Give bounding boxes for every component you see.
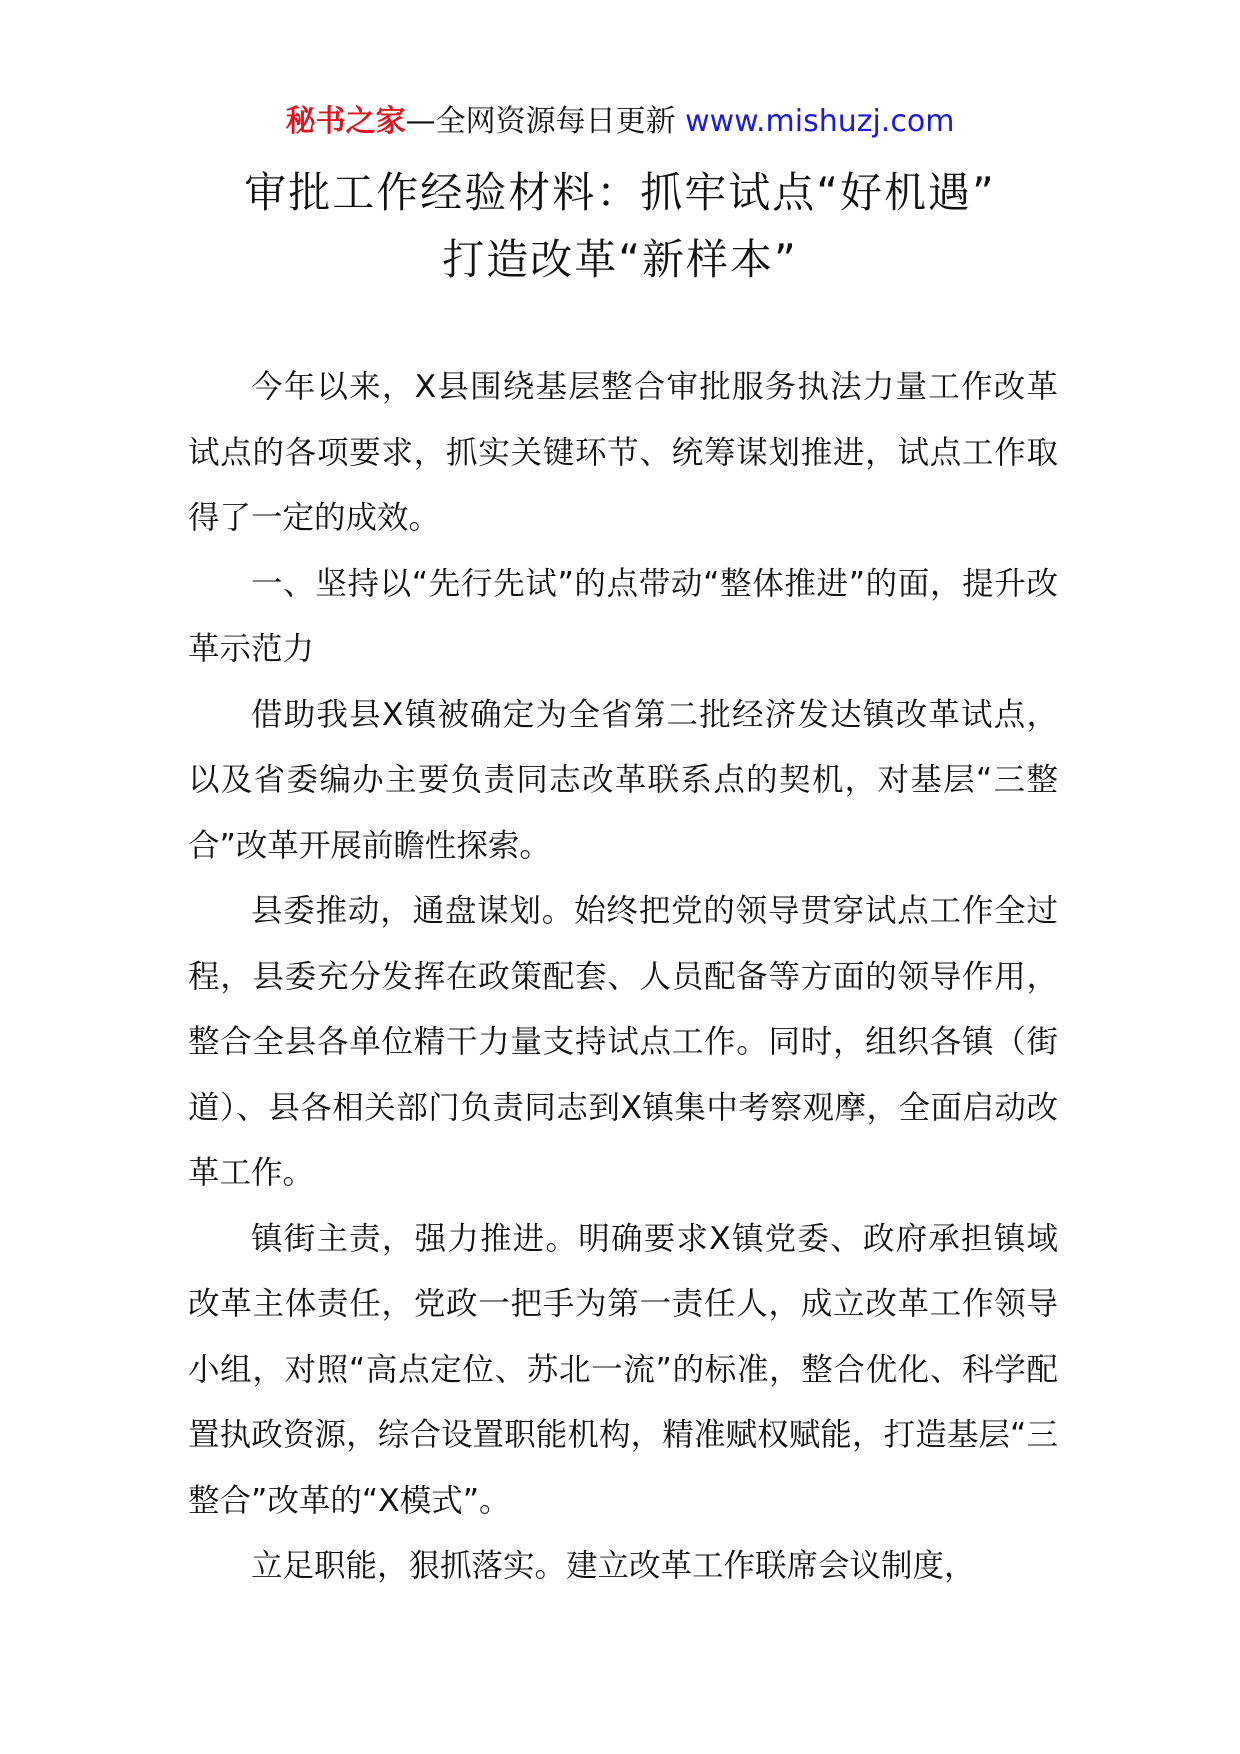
document-title-line-1: 审批工作经验材料：抓牢试点“好机遇” (244, 168, 996, 217)
document-title-line-2: 打造改革“新样本” (442, 235, 798, 284)
paragraph-intro: 今年以来，X县围绕基层整合审批服务执法力量工作改革试点的各项要求，抓实关键环节、统筹谋划推进，试点工作取得了一定的成效。 (188, 369, 1058, 536)
site-brand: 秘书之家 (285, 104, 406, 139)
site-url-link[interactable]: www.mishuzj.com (675, 104, 955, 139)
site-tagline: —全网资源每日更新 (405, 104, 676, 139)
document-body (188, 355, 1058, 1600)
paragraph: 县委推动，通盘谋划。始终把党的领导贯穿试点工作全过程，县委充分发挥在政策配套、人员配备等方面的领导作用，整合全县各单位精干力量支持试点工作。同时，组织各镇（街道）、县各相关部门负责同志到X镇集中考察观摩，全面启动改革工作。 (188, 893, 1058, 1191)
paragraph: 镇街主责，强力推进。明确要求X镇党委、政府承担镇域改革主体责任，党政一把手为第一责任人，成立改革工作领导小组，对照“高点定位、苏北一流”的标准，整合优化、科学配置执政资源，综合设置职能机构，精准赋权赋能，打造基层“三整合”改革的“X模式”。 (188, 1220, 1058, 1519)
paragraph: 立足职能，狠抓落实。建立改革工作联席会议制度， (251, 1548, 976, 1584)
paragraph: 借助我县X镇被确定为全省第二批经济发达镇改革试点，以及省委编办主要负责同志改革联系点的契机，对基层“三整合”改革开展前瞻性探索。 (188, 696, 1058, 864)
section-heading-1: 一、坚持以“先行先试”的点带动“整体推进”的面，提升改革示范力 (188, 565, 1058, 667)
site-header (0, 100, 1240, 144)
